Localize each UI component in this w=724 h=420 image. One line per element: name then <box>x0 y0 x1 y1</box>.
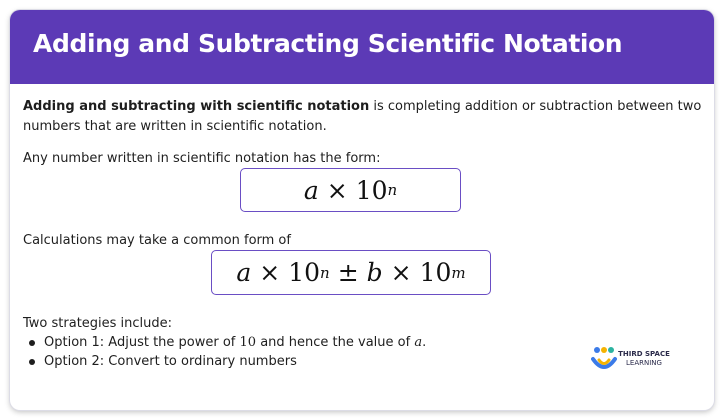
formula1-base: 10 <box>355 175 388 205</box>
formula2-times-1: × <box>259 258 281 287</box>
logo-line-1: THIRD SPACE <box>618 350 670 358</box>
third-space-learning-logo-icon <box>591 345 617 375</box>
bullet-dot <box>29 340 35 346</box>
formula2-base-1: 10 <box>288 258 321 287</box>
formula2-base-2: 10 <box>419 258 452 287</box>
formula1-times: × <box>326 175 348 205</box>
option1-prefix: Option 1: Adjust the power of <box>44 335 240 350</box>
strategy-option-2 <box>26 352 426 371</box>
definition-term: Adding and subtracting with scientific notation <box>23 99 370 114</box>
formula2-exponent-n: n <box>320 263 330 282</box>
formula-box-common <box>211 250 491 295</box>
definition-line-2: numbers that are written in scientific notation. <box>23 119 327 134</box>
page-title: Adding and Subtracting Scientific Notation <box>33 29 623 58</box>
strategies-list <box>26 333 426 371</box>
logo-line-2: LEARNING <box>626 359 662 367</box>
formula2-exponent-m: m <box>451 263 466 282</box>
option1-end: . <box>422 335 427 350</box>
option1-middle: and hence the value of <box>256 335 415 350</box>
formula2-a: a <box>236 258 252 287</box>
formula2-b: b <box>366 258 383 287</box>
strategies-intro: Two strategies include: <box>23 316 173 331</box>
formula2-plus-minus: ± <box>337 258 359 287</box>
formula2-times-2: × <box>390 258 412 287</box>
option1-ten: 10 <box>239 335 257 350</box>
definition-rest: is completing addition or subtraction between two <box>369 99 702 114</box>
strategy-option-1 <box>26 333 426 352</box>
option2-text: Option 2: Convert to ordinary numbers <box>44 354 297 369</box>
formula1-a: a <box>303 175 319 205</box>
formula-box-form <box>240 168 461 212</box>
common-form-intro: Calculations may take a common form of <box>23 233 291 248</box>
form-intro: Any number written in scientific notation has the form: <box>23 151 381 166</box>
definition-line-1 <box>23 97 701 117</box>
logo-wordmark <box>617 350 671 368</box>
formula1-exponent: n <box>387 181 398 199</box>
option1-variable: a <box>414 335 423 350</box>
title-banner <box>10 10 714 84</box>
bullet-dot <box>29 359 35 365</box>
